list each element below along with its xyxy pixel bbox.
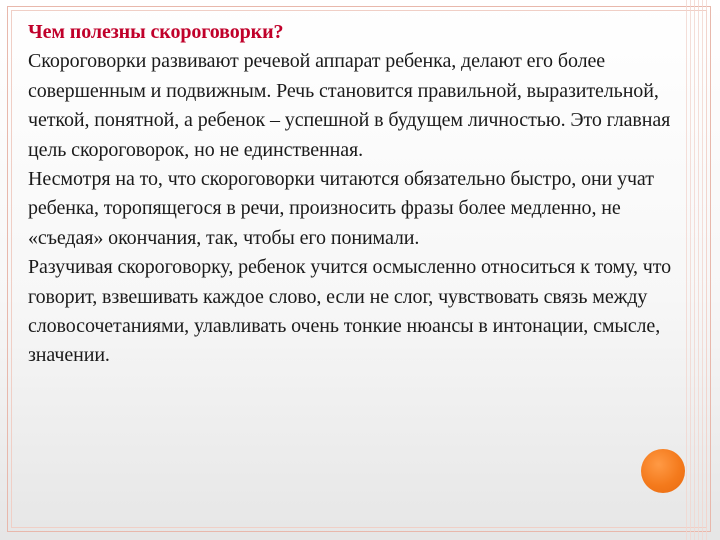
- orange-circle-decoration: [641, 449, 685, 493]
- decorative-stripes: [686, 0, 708, 540]
- slide-heading: Чем полезны скороговорки?: [28, 21, 284, 43]
- paragraph-2: Несмотря на то, что скороговорки читаются обязательно быстро, они учат ребенка, торопящегося в речи, произносить фразы более медленно, не «съедая» окончания, так, чтобы его понимали.: [28, 168, 654, 249]
- slide-text-body: [28, 18, 678, 371]
- paragraph-3: Разучивая скороговорку, ребенок учится осмысленно относиться к тому, что говорит, взвешивать каждое слово, если не слог, чувствовать связь между словосочетаниями, улавливать очень тонкие нюансы в интонации, смысле, значении.: [28, 256, 672, 367]
- paragraph-1: Скороговорки развивают речевой аппарат ребенка, делают его более совершенным и подвижным. Речь становится правильной, выразительной, четкой, понятной, а ребенок – успешной в будущем личностью. Это главная цель скороговорок, но не единственная.: [28, 50, 671, 161]
